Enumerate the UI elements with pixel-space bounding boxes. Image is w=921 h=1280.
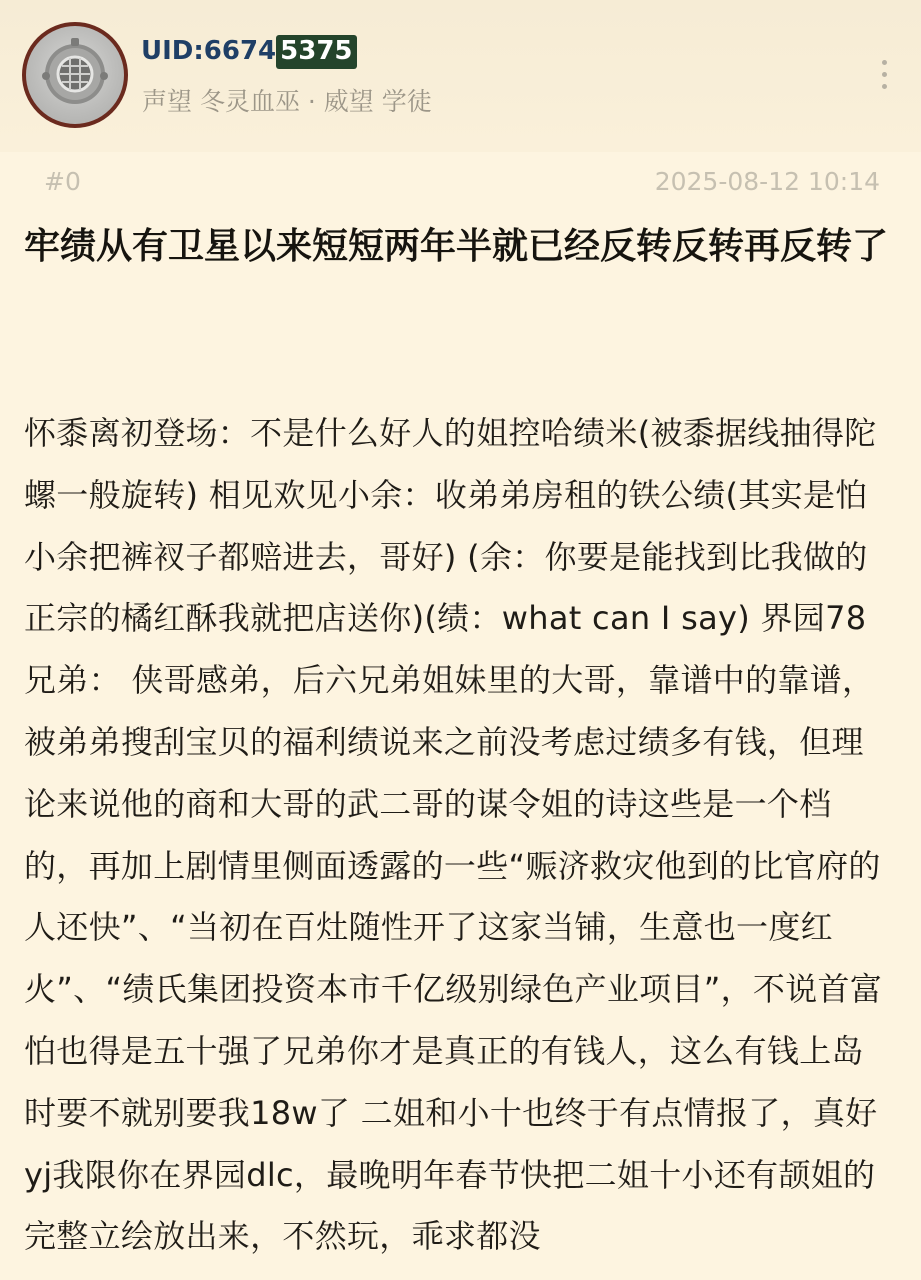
more-vertical-icon — [882, 60, 887, 65]
post-author-header — [0, 0, 921, 152]
user-uid[interactable] — [141, 32, 357, 70]
user-rank: 声望 冬灵血巫 · 威望 学徒 — [142, 87, 432, 116]
avatar[interactable] — [22, 22, 128, 128]
diver-helmet-avatar-icon — [26, 26, 124, 124]
more-vertical-icon-dot — [882, 72, 887, 77]
post-body: 怀黍离初登场：不是什么好人的姐控哈绩米(被黍据线抽得陀螺一般旋转) 相见欢见小余：收弟弟房租的铁公绩(其实是怕小余把裤衩子都赔进去，哥好) (余：你要是能找到比我做的正宗的橘红酥我就把店送你)(绩：what can I say) 界园78兄弟： 侠哥感弟，后六兄弟姐妹里的大哥，靠谱中的靠谱，被弟弟搜刮宝贝的福利绩说来之前没考虑过绩多有钱，但理论来说他的商和大哥的武二哥的谋令姐的诗这些是一个档的，再加上剧情里侧面透露的一些“赈济救灾他到的比官府的人还快”、“当初在百灶随性开了这家当铺，生意也一度红火”、“绩氏集团投资本市千亿级别绿色产业项目”，不说首富怕也得是五十强了兄弟你才是真正的有钱人，这么有钱上岛时要不就别要我18w了 二姐和小十也终于有点情报了，真好yj我限你在界园dlc，最晚明年春节快把二姐十小还有颉姐的完整立绘放出来，不然玩，乖求都没 — [24, 414, 883, 1256]
post-title: 牢绩从有卫星以来短短两年半就已经反转反转再反转了 — [24, 226, 889, 267]
uid-highlight: 5375 — [276, 35, 356, 69]
more-menu-button[interactable] — [872, 58, 896, 94]
post-timestamp: 2025-08-12 10:14 — [654, 167, 880, 196]
more-vertical-icon-dot — [882, 84, 887, 89]
post-number: #0 — [44, 167, 81, 196]
uid-prefix: UID:6674 — [141, 36, 277, 66]
